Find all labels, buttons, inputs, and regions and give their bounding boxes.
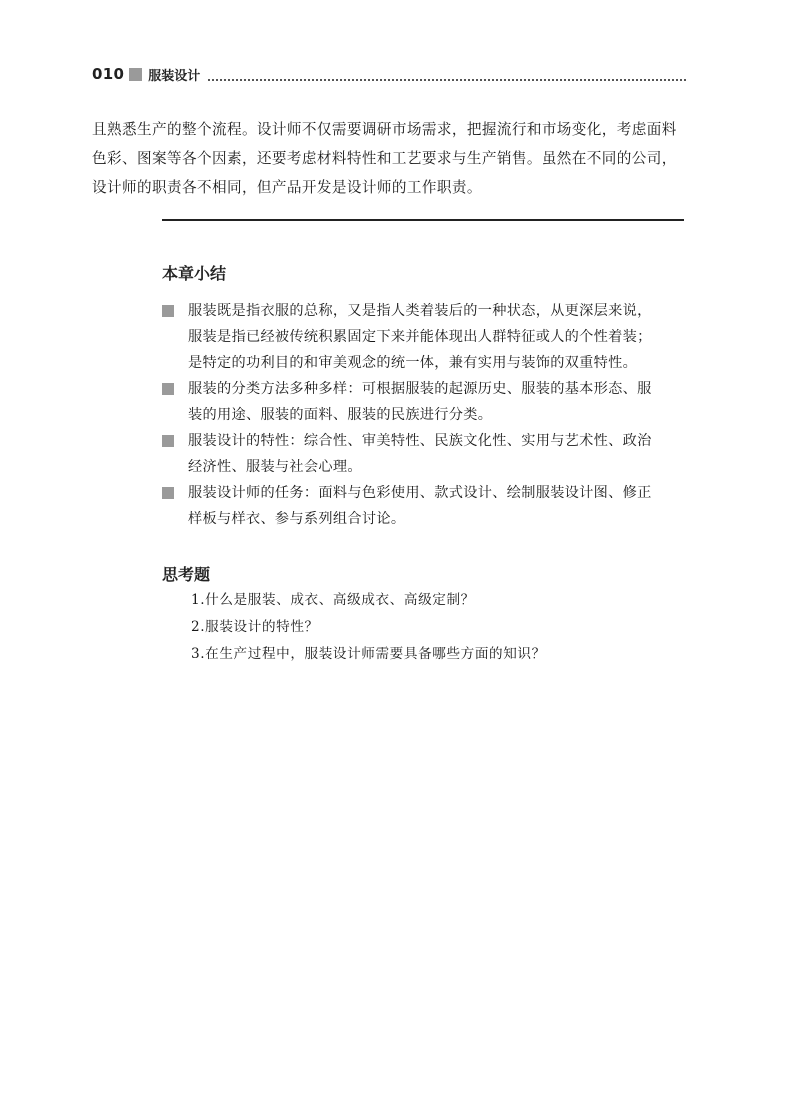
- summary-item: [162, 376, 692, 428]
- summary-item: [162, 298, 692, 376]
- summary-item-line: 服装既是指衣服的总称，又是指人类着装后的一种状态，从更深层来说，: [188, 303, 652, 319]
- summary-item: [162, 428, 692, 480]
- square-bullet-icon: [162, 305, 174, 317]
- summary-item-line: 装的用途、服装的面料、服装的民族进行分类。: [188, 407, 493, 423]
- running-header-title: 服装设计: [148, 68, 201, 84]
- summary-item-line: 服装设计的特性：综合性、审美特性、民族文化性、实用与艺术性、政治: [188, 433, 652, 449]
- summary-item-line: 是特定的功利目的和审美观念的统一体，兼有实用与装饰的双重特性。: [188, 355, 638, 371]
- review-question: 3.在生产过程中，服装设计师需要具备哪些方面的知识？: [191, 646, 546, 662]
- chapter-summary-heading: 本章小结: [162, 264, 227, 283]
- intro-line: 设计师的职责各不相同，但产品开发是设计师的工作职责。: [92, 179, 482, 196]
- review-questions-list: [191, 587, 546, 668]
- summary-item-line: 样板与样衣、参与系列组合讨论。: [188, 511, 406, 527]
- page-number: 010: [92, 65, 125, 83]
- review-questions-heading: 思考题: [162, 565, 211, 584]
- intro-line: 且熟悉生产的整个流程。设计师不仅需要调研市场需求，把握流行和市场变化，考虑面料: [92, 121, 677, 138]
- review-question: 1.什么是服装、成衣、高级成衣、高级定制？: [191, 592, 475, 608]
- review-question: 2.服装设计的特性？: [191, 619, 319, 635]
- summary-item-line: 服装的分类方法多种多样：可根据服装的起源历史、服装的基本形态、服: [188, 381, 652, 397]
- square-bullet-icon: [162, 383, 174, 395]
- summary-item-line: 服装是指已经被传统积累固定下来并能体现出人群特征或人的个性着装；: [188, 329, 652, 345]
- square-bullet-icon: [162, 487, 174, 499]
- summary-item-line: 服装设计师的任务：面料与色彩使用、款式设计、绘制服装设计图、修正: [188, 485, 652, 501]
- intro-line: 色彩、图案等各个因素，还要考虑材料特性和工艺要求与生产销售。虽然在不同的公司，: [92, 150, 677, 167]
- intro-paragraph: [92, 115, 692, 202]
- header-square-icon: [129, 68, 142, 81]
- chapter-summary-list: [162, 298, 692, 532]
- summary-item-line: 经济性、服装与社会心理。: [188, 459, 362, 475]
- summary-item: [162, 480, 692, 532]
- section-divider: [162, 219, 684, 221]
- header-dotted-leader: [208, 68, 686, 81]
- running-header: [92, 62, 686, 86]
- square-bullet-icon: [162, 435, 174, 447]
